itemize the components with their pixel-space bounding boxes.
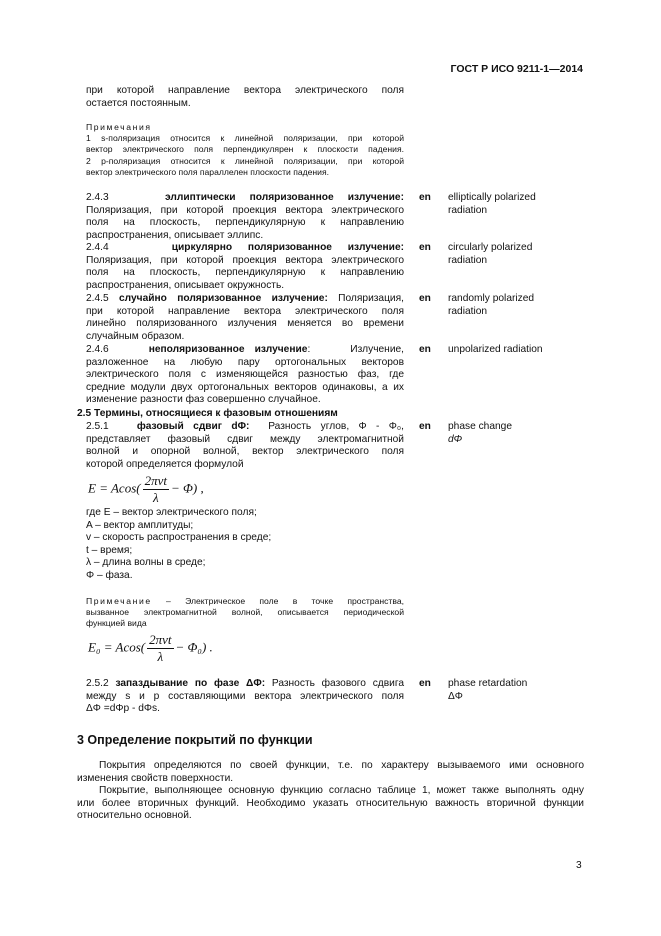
- page-number: 3: [576, 860, 582, 871]
- term-name: случайно поляризованное излучение:: [119, 293, 328, 304]
- note-line: 1 s-поляризация относится к линейной поляризации, при которой: [86, 133, 404, 144]
- definition-line: Поляризация,: [338, 293, 404, 304]
- fraction-numerator: 2πvt: [149, 632, 172, 647]
- note-block-1: [86, 122, 404, 178]
- definition-line: поля на плоскость, перпендикулярную к направлению: [86, 267, 404, 279]
- term-2-5-2: [86, 678, 404, 716]
- english-equivalent: unpolarized radiation: [448, 344, 543, 355]
- formula-electric-field: [88, 473, 204, 506]
- note-line: вызванное электромагнитной волной, описывается периодической: [86, 607, 404, 618]
- definition-line: Разность углов, Φ - Φ₀,: [268, 421, 404, 432]
- term-number: 2.4.4: [86, 242, 109, 253]
- term-name: фазовый сдвиг dΦ:: [136, 421, 250, 432]
- fraction-denominator: λ: [152, 490, 159, 505]
- note-line: функцией вида: [86, 618, 147, 629]
- definition-line: электрического поля с изменяющейся разностью фаз, где: [86, 369, 404, 381]
- formula-rhs: − Φ) ,: [170, 480, 204, 496]
- section-heading-2-5: 2.5 Термины, относящиеся к фазовым отношениям: [77, 408, 338, 419]
- paragraph-line: или более вторичных функций. Необходимо указать относительную важность вторичной функции: [77, 797, 584, 809]
- definition-line: поля на плоскость, перпендикулярную к направлению: [86, 217, 404, 229]
- definition-line: случайным образом.: [86, 330, 185, 342]
- translation-line: ΔΦ: [448, 690, 463, 702]
- intro-line-1: при которой направление вектора электрического поля: [86, 85, 404, 96]
- definition-line: Излучение,: [350, 344, 404, 355]
- english-equivalent: [448, 293, 598, 318]
- definition-line: которой определяется формулой: [86, 458, 244, 470]
- definition-line: изменение разности фаз совершенно случайное.: [86, 394, 321, 406]
- definition-line: Поляризация, при которой проекция вектора электрического: [86, 254, 404, 266]
- definition-line: Разность фазового сдвига: [271, 678, 404, 689]
- variable-definition: t – время;: [86, 544, 133, 556]
- lang-tag: en: [419, 192, 431, 203]
- term-2-4-5: [86, 293, 404, 343]
- term-name: эллиптически поляризованное излучение:: [165, 192, 404, 203]
- paragraph-line: Покрытия определяются по своей функции, т.е. по характеру вызываемого ими основного: [99, 760, 584, 771]
- formula-lhs: E = Acos(: [88, 480, 141, 496]
- definition-line: распространения, описывает эллипс.: [86, 229, 264, 241]
- formula-fraction: [147, 632, 173, 665]
- definition-line: ΔΦ =dΦp - dΦs.: [86, 703, 160, 715]
- note-title: Примечание: [86, 596, 152, 606]
- note-line: вектор электрического поля параллелен плоскости падения.: [86, 166, 330, 177]
- formula-fraction: [143, 473, 169, 506]
- translation-line: elliptically polarized: [448, 192, 536, 203]
- section-heading-3: 3 Определение покрытий по функции: [77, 733, 313, 747]
- definition-line: средние модули двух ортогональных векторов одинаковы, а их: [86, 381, 404, 393]
- term-number: 2.4.6: [86, 344, 109, 355]
- term-name: циркулярно поляризованное излучение:: [171, 242, 404, 253]
- lang-tag: en: [419, 293, 431, 304]
- definition-line: волной и опорной волной, вектор электрического поля: [86, 446, 404, 458]
- english-equivalent: [448, 421, 598, 446]
- term-name: запаздывание по фазе ΔΦ:: [115, 678, 266, 689]
- term-2-4-3: [86, 192, 404, 242]
- definition-line: представляет фазовый сдвиг между электромагнитной: [86, 433, 404, 445]
- english-equivalent: [448, 678, 598, 703]
- formula-rhs: − Φ₀) .: [175, 639, 213, 655]
- variable-definition: λ – длина волны в среде;: [86, 557, 206, 569]
- fraction-numerator: 2πvt: [144, 473, 167, 488]
- english-equivalent: [448, 192, 598, 217]
- lang-tag: en: [419, 242, 431, 253]
- translation-line: randomly polarized: [448, 293, 535, 304]
- formula-lhs: E₀ = Acos(: [88, 639, 146, 655]
- term-number: 2.5.1: [86, 421, 109, 432]
- fraction-denominator: λ: [157, 649, 164, 664]
- variable-definition: Φ – фаза.: [86, 569, 133, 581]
- term-2-5-1: [86, 421, 404, 471]
- note-line: 2 p-поляризация относится к линейной поляризации, при которой: [86, 155, 404, 166]
- term-2-4-4: [86, 242, 404, 292]
- lang-tag: en: [419, 678, 431, 689]
- translation-line: radiation: [448, 204, 488, 216]
- definition-line: при которой направление вектора электрического поля: [86, 305, 404, 317]
- term-number: 2.4.5: [86, 293, 109, 304]
- paragraph-line: относительно основной.: [77, 810, 192, 822]
- paragraph-2: [77, 785, 584, 823]
- definition-line: распространения, описывает окружность.: [86, 279, 285, 291]
- translation-line: radiation: [448, 254, 488, 266]
- paragraph-line: изменения свойств поверхности.: [77, 772, 234, 784]
- translation-line: phase change: [448, 421, 513, 432]
- note-title: Примечания: [86, 122, 152, 132]
- paragraph-line: Покрытие, выполняющее основную функцию согласно таблице 1, может также выполнять одну: [99, 785, 584, 796]
- note-line: – Электрическое поле в точке пространства,: [166, 596, 404, 606]
- intro-line-2: остается постоянным.: [86, 97, 191, 109]
- english-equivalent: [448, 242, 598, 267]
- term-2-4-6: 2.4.6 неполяризованное излучение: Излучение, разложенное на любую пару ортогональных векторов электрического поля с изменяющейся разностью фаз, где средние модули двух ортогональных векторов одинаковы, а их изменение разности фаз совершенно случайное.: [86, 344, 404, 406]
- variable-definition: A – вектор амплитуды;: [86, 519, 194, 531]
- intro-text: [86, 85, 404, 110]
- formula-periodic-function: [88, 632, 213, 665]
- definition-line: линейно поляризованного излучения меняется во времени: [86, 318, 404, 330]
- definition-line: Поляризация, при которой проекция вектора электрического: [86, 204, 404, 216]
- lang-tag: en: [419, 344, 431, 355]
- translation-line: phase retardation: [448, 678, 528, 689]
- note-line: вектор электрического поля перпендикулярен к плоскости падения.: [86, 144, 404, 155]
- term-number: 2.4.3: [86, 192, 109, 203]
- definition-line: разложенное на любую пару ортогональных векторов: [86, 356, 404, 368]
- term-name: неполяризованное излучение: [148, 344, 308, 355]
- translation-line: circularly polarized: [448, 242, 533, 253]
- variable-definition: v – скорость распространения в среде;: [86, 532, 272, 544]
- definition-line: между s и p составляющими вектора электрического поля: [86, 690, 404, 702]
- page-header: ГОСТ Р ИСО 9211-1—2014: [450, 63, 583, 75]
- variable-definition: где E – вектор электрического поля;: [86, 507, 257, 518]
- translation-line: radiation: [448, 305, 488, 317]
- paragraph-1: [77, 760, 584, 785]
- term-number: 2.5.2: [86, 678, 109, 689]
- variables-list: [86, 507, 404, 583]
- note-block-2: [86, 596, 404, 630]
- lang-tag: en: [419, 421, 431, 432]
- translation-line: dΦ: [448, 433, 463, 445]
